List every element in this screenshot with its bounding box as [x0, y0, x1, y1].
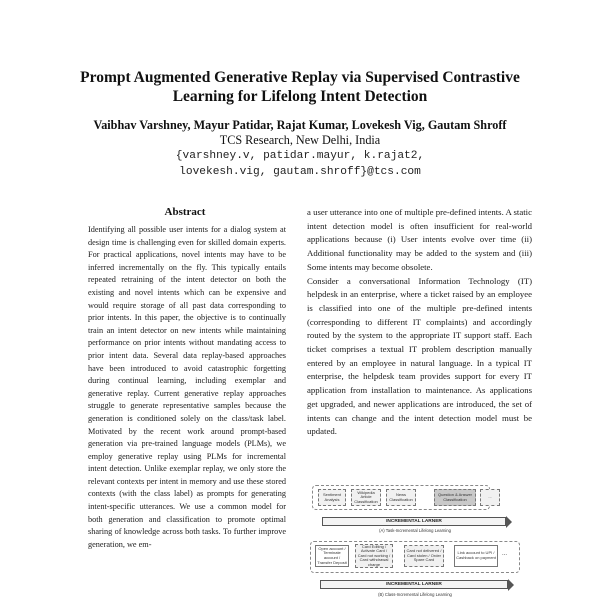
- task-box-ellipsis: ...: [480, 489, 500, 506]
- paper-title: Prompt Augmented Generative Replay via Supervised Contrastive Learning for Lifelong Intent Detection: [80, 69, 520, 105]
- affiliation: TCS Research, New Delhi, India: [219, 133, 381, 147]
- task-box-4: Question & Answer Classification: [434, 489, 476, 506]
- emails-line-1: {varshney.v, patidar.mayur, k.rajat2,: [175, 150, 425, 162]
- author-emails: [40, 148, 560, 180]
- class-box-4: Link account to UPI / Cashback on payment: [454, 545, 498, 567]
- figure-lifelong-learning: [306, 484, 532, 600]
- figure-caption-b: (B) Class-Incremental Lifelong Learning: [378, 592, 452, 597]
- abstract-body: Identifying all possible user intents for a dialog system at design time is challenging even for skilled domain experts. For practical applications, novel intents may have to be inferred incrementally on the fly. This typically entails repeated retraining of the intent detector on both the existing and novel intents which can be expensive and would require storage of all past data corresponding to prior intents. In this paper, the objective is to continually train an intent detector on new intents while maintaining performance on prior intents without mandating access to prior intent data. Several data replay-based approaches have been introduced to avoid catastrophic forgetting during continual learning, including exemplar and generative replay. Current generative replay approaches struggle to generate representative samples because the generation is conditioned solely on the class/task label. Motivated by the recent work around prompt-based generation via pre-trained language models (PLMs), we employ generative replay using PLMs for incremental intent detection. Unlike exemplar replay, we only store the relevant contexts per intent in memory and use these stored contexts (with the class label) as prompts for generating intent-specific utterances. We use a common model for both generation and classification to promote optimal sharing of knowledge across both tasks. To further improve generation, we em-: [88, 225, 286, 549]
- task-incremental-arrow: INCREMENTAL LARNER: [322, 517, 506, 526]
- class-box-2: Card Editing / Activate Card / Card not working / Card withdrawal charge: [355, 544, 393, 568]
- abstract-heading: Abstract: [164, 206, 206, 218]
- author-list: Vaibhav Varshney, Mayur Patidar, Rajat Kumar, Lovekesh Vig, Gautam Shroff: [93, 118, 507, 132]
- class-box-3: Card not delivered / Card stolen / Order Spare Card: [404, 545, 444, 567]
- class-box-1: Open account / Terminate account / Transfer Deposit: [315, 545, 349, 567]
- class-incremental-arrow: INCREMENTAL LARNER: [320, 580, 508, 589]
- introduction-column: [307, 206, 532, 439]
- task-box-2: Wikipedia Article Classification: [351, 489, 381, 506]
- task-box-3: News Classification: [386, 489, 416, 506]
- task-box-1: Sentiment Analysis: [318, 489, 346, 506]
- emails-line-2: lovekesh.vig, gautam.shroff}@tcs.com: [179, 166, 421, 178]
- intro-paragraph-1: a user utterance into one of multiple pre-defined intents. A static intent detection model is often insufficient for real-world applications because (i) User intents evolve over time (ii) Additional functionality may be added to the system and (iii) Some intents may become obsolete.: [307, 207, 532, 272]
- class-box-ellipsis: ...: [502, 551, 508, 557]
- intro-paragraph-2: Consider a conversational Information Technology (IT) helpdesk in an enterprise, where a ticket raised by an employee is classified into one of the multiple pre-defined intents (corresponding to different IT complaints) and accordingly routed by the system to the appropriate IT support staff. Each ticket comprises a textual IT problem description manually entered by an employee in natural language. In a typical IT enterprise, the helpdesk team provides support for every IT application from installation to maintenance. As applications get upgraded, and newer applications are introduced, the set of intents can change and the intent detection model must be updated.: [307, 275, 532, 437]
- figure-caption-a: (A) Task-Incremental Lifelong Learning: [379, 528, 451, 533]
